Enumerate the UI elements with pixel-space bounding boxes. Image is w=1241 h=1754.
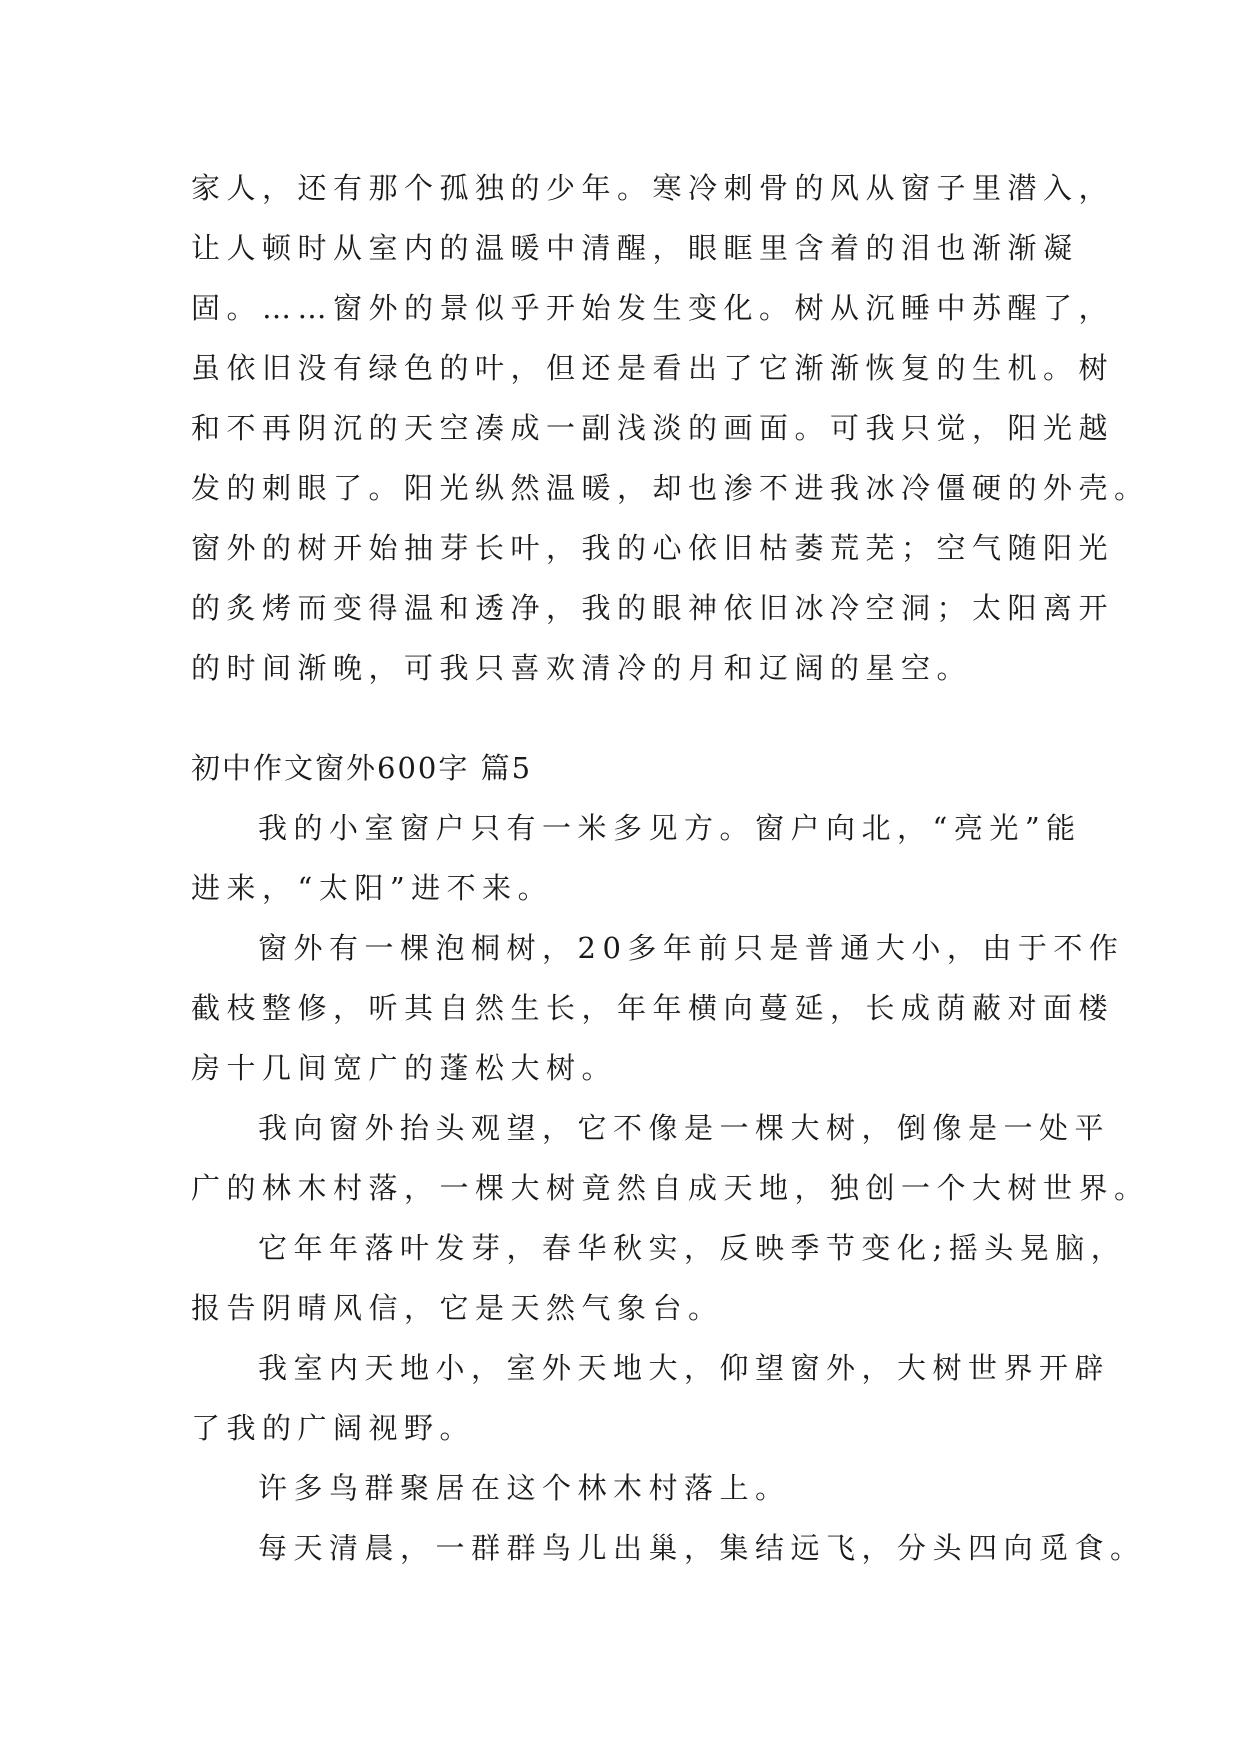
text-line: 房十几间宽广的蓬松大树。 xyxy=(191,1051,618,1085)
text-line: 让人顿时从室内的温暖中清醒，眼眶里含着的泪也渐渐凝 xyxy=(191,231,1079,265)
text-line: 截枝整修，听其自然生长，年年横向蔓延，长成荫蔽对面楼 xyxy=(191,991,1115,1025)
text-line: 报告阴晴风信，它是天然气象台。 xyxy=(191,1291,724,1325)
text-line: 许多鸟群聚居在这个林木村落上。 xyxy=(258,1471,791,1505)
text-line: 进来，“太阳”进不来。 xyxy=(191,871,554,905)
text-line: 我向窗外抬头观望，它不像是一棵大树，倒像是一处平 xyxy=(258,1111,1111,1145)
text-line: 我室内天地小，室外天地大，仰望窗外，大树世界开辟 xyxy=(258,1351,1111,1385)
text-line: 每天清晨，一群群鸟儿出巢，集结远飞，分头四向觅食。 xyxy=(258,1531,1146,1565)
text-line: 了我的广阔视野。 xyxy=(191,1411,476,1445)
text-line: 家人，还有那个孤独的少年。寒冷刺骨的风从窗子里潜入， xyxy=(191,171,1115,205)
text-line: 和不再阴沉的天空凑成一副浅淡的画面。可我只觉，阳光越 xyxy=(191,411,1115,445)
text-line: 广的林木村落，一棵大树竟然自成天地，独创一个大树世界。 xyxy=(191,1171,1150,1205)
section-title: 初中作文窗外600字 篇5 xyxy=(191,751,533,785)
text-line: 我的小室窗户只有一米多见方。窗户向北，“亮光”能 xyxy=(258,811,1082,845)
text-line: 窗外的树开始抽芽长叶，我的心依旧枯萎荒芜；空气随阳光 xyxy=(191,531,1115,565)
text-line: 窗外有一棵泡桐树，20多年前只是普通大小，由于不作 xyxy=(258,931,1125,965)
text-line: 虽依旧没有绿色的叶，但还是看出了它渐渐恢复的生机。树 xyxy=(191,351,1115,385)
text-line: 固。……窗外的景似乎开始发生变化。树从沉睡中苏醒了， xyxy=(191,291,1115,325)
text-line: 发的刺眼了。阳光纵然温暖，却也渗不进我冰冷僵硬的外壳。 xyxy=(191,471,1150,505)
text-line: 的时间渐晚，可我只喜欢清冷的月和辽阔的星空。 xyxy=(191,651,973,685)
text-line: 的炙烤而变得温和透净，我的眼神依旧冰冷空洞；太阳离开 xyxy=(191,591,1115,625)
text-line: 它年年落叶发芽，春华秋实，反映季节变化;摇头晃脑， xyxy=(258,1231,1127,1265)
